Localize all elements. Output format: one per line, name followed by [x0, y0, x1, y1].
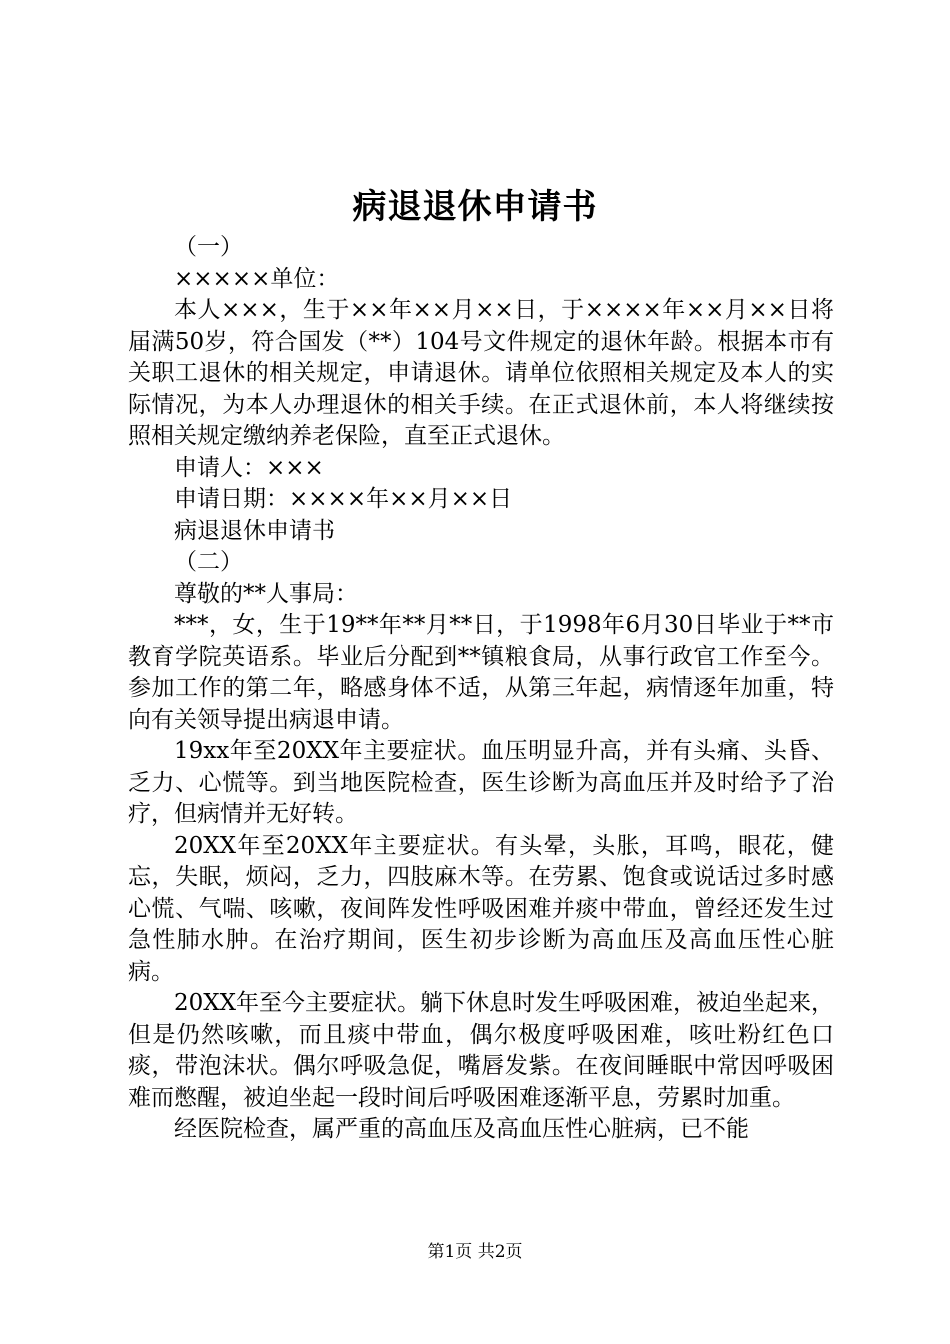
- body-paragraph: 20XX年至20XX年主要症状。有头晕，头胀，耳鸣，眼花，健忘，失眠，烦闷，乏力，四肢麻木等。在劳累、饱食或说话过多时感心慌、气喘、咳嗽，夜间阵发性呼吸困难并痰中带血，曾经还发生过急性肺水肿。在治疗期间，医生初步诊断为高血压及高血压性心脏病。: [128, 832, 834, 985]
- section-marker-one: （一）: [174, 234, 243, 260]
- body-paragraph: 本人×××，生于××年××月××日，于××××年××月××日将届满50岁，符合国发（**）104号文件规定的退休年龄。根据本市有关职工退休的相关规定，申请退休。请单位依照相关规定及本人的实际情况，为本人办理退休的相关手续。在正式退休前，本人将继续按照相关规定缴纳养老保险，直至正式退休。: [128, 297, 834, 449]
- body-paragraph: ***，女，生于19**年**月**日，于1998年6月30日毕业于**市教育学院英语系。毕业后分配到**镇粮食局，从事行政官工作至今。参加工作的第二年，略感身体不适，从第三年起，病情逐年加重，特向有关领导提出病退申请。: [128, 612, 834, 733]
- body-paragraph: 19xx年至20XX年主要症状。血压明显升高，并有头痛、头昏、乏力、心慌等。到当地医院检查，医生诊断为高血压并及时给予了治疗，但病情并无好转。: [128, 738, 834, 827]
- body-paragraph: 经医院检查，属严重的高血压及高血压性心脏病，已不能: [174, 1116, 749, 1142]
- page-footer: 第1页 共2页: [427, 1242, 523, 1262]
- section-marker-two: （二）: [174, 549, 243, 575]
- section-subtitle: 病退退休申请书: [174, 517, 335, 544]
- applicant-line: 申请人：×××: [174, 454, 324, 481]
- salutation-unit: ×××××单位：: [174, 265, 340, 292]
- body-paragraph: 20XX年至今主要症状。躺下休息时发生呼吸困难，被迫坐起来，但是仍然咳嗽，而且痰中带血，偶尔极度呼吸困难，咳吐粉红色口痰，带泡沫状。偶尔呼吸急促，嘴唇发紫。在夜间睡眠中常因呼吸困难而憋醒，被迫坐起一段时间后呼吸困难逐渐平息，劳累时加重。: [128, 990, 835, 1111]
- document-title: 病退退休申请书: [352, 187, 598, 227]
- document-body: [128, 232, 834, 1146]
- salutation-bureau: 尊敬的**人事局：: [174, 580, 358, 607]
- application-date-line: 申请日期：××××年××月××日: [174, 486, 513, 512]
